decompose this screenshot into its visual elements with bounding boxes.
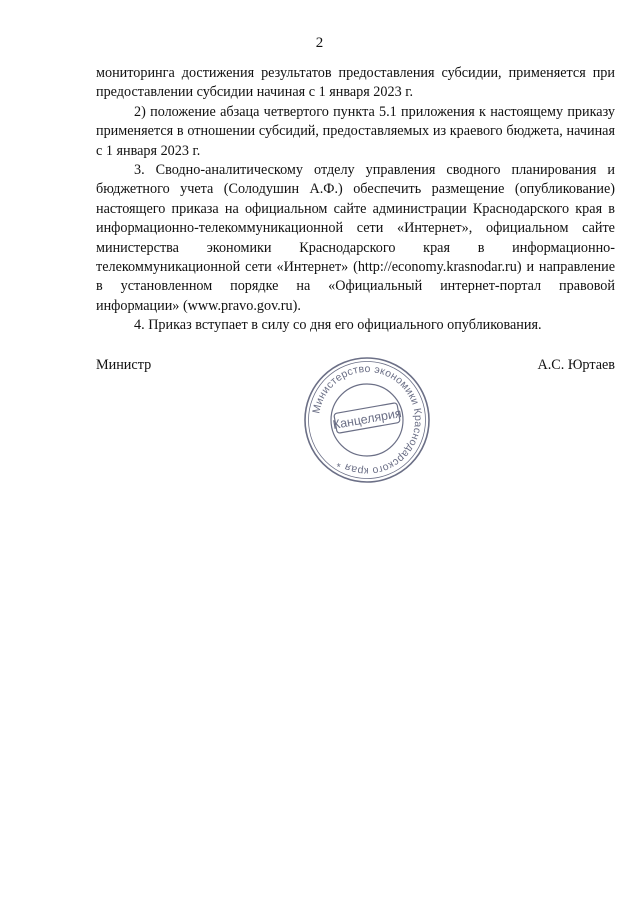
document-body xyxy=(96,64,615,336)
paragraph-3: 3. Сводно-аналитическому отделу управления сводного планирования и бюджетного учета (Солодушин А.Ф.) обеспечить размещение (опубликование) настоящего приказа на официальном сайте администрации Краснодарского края в информационно-телекоммуникационной сети «Интернет», официальном сайте министерства экономики Краснодарского края в информационно-телекоммуникационной сети «Интернет» (http://economy.krasnodar.ru) и направление в установленном порядке на «Официальный интернет-портал правовой информации» (www.pravo.gov.ru). xyxy=(96,162,615,314)
signatory-name: А.С. Юртаев xyxy=(537,357,615,373)
paragraph-2: 2) положение абзаца четвертого пункта 5.1 приложения к настоящему приказу применяется в отношении субсидий, предоставляемых из краевого бюджета, начиная с 1 января 2023 г. xyxy=(96,103,615,159)
paragraph-4: 4. Приказ вступает в силу со дня его официального опубликования. xyxy=(134,317,542,334)
office-stamp xyxy=(302,355,432,485)
paragraph-1: мониторинга достижения результатов предоставления субсидии, применяется при предоставлении субсидии начиная с 1 января 2023 г. xyxy=(96,65,615,101)
page-number: 2 xyxy=(315,35,324,51)
stamp-ring-text: Министерство экономики Краснодарского края * xyxy=(310,362,425,478)
signatory-position: Министр xyxy=(96,357,152,373)
stamp-center-text: Канцелярия xyxy=(331,406,403,432)
